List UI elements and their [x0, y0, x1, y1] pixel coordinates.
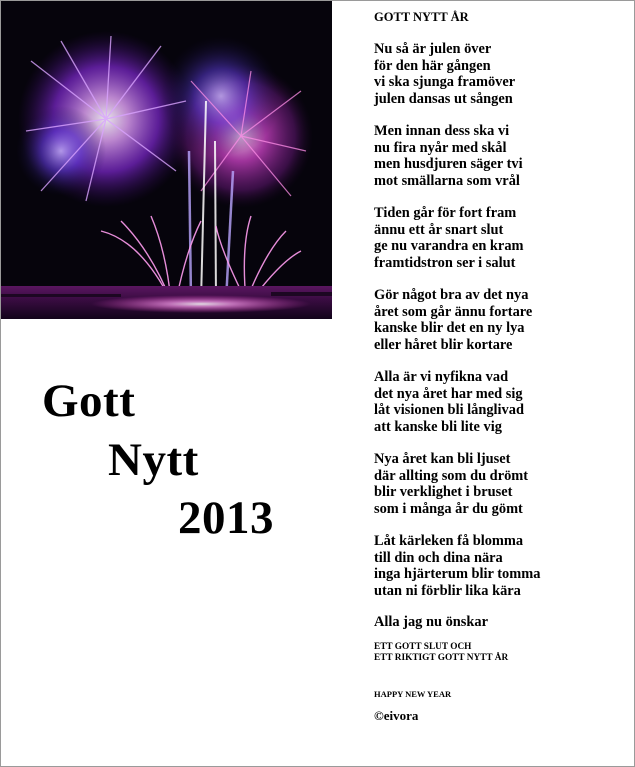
- poem-line: Men innan dess ska vi: [374, 123, 510, 139]
- poem-line: ge nu varandra en kram: [374, 238, 524, 254]
- poem-line: kanske blir det en ny lya: [374, 320, 525, 336]
- poem-line: ännu ett år snart slut: [374, 221, 504, 238]
- happy-new-year: HAPPY NEW YEAR: [374, 688, 452, 699]
- stanza-4: [374, 287, 629, 353]
- poem-line: eller håret blir kortare: [374, 336, 513, 353]
- poem-line: mot smällarna som vrål: [374, 172, 520, 189]
- fireworks-icon: [1, 1, 332, 319]
- poem-line: för den här gången: [374, 57, 491, 74]
- wish-lines: [374, 642, 629, 665]
- poem-line: Gör något bra av det nya: [374, 287, 529, 303]
- wish-line-2: ETT RIKTIGT GOTT NYTT ÅR: [374, 653, 509, 663]
- stanza-2: [374, 123, 629, 189]
- poem-line: Låt kärleken få blomma: [374, 533, 524, 549]
- greeting-line-2: Nytt: [108, 434, 199, 486]
- signature: ©eivora: [374, 707, 419, 723]
- poem-line: inga hjärterum blir tomma: [374, 566, 541, 582]
- stanza-6: [374, 451, 629, 517]
- poem-line: låt visionen bli långlivad: [374, 402, 524, 418]
- poem-line: men husdjuren säger tvi: [374, 156, 523, 172]
- poem-line: Nya året kan bli ljuset: [374, 451, 511, 467]
- poem-line: till din och dina nära: [374, 549, 503, 566]
- poem-line: där allting som du drömt: [374, 467, 529, 484]
- poem-line: nu fira nyår med skål: [374, 139, 507, 156]
- poem-line: Nu så är julen över: [374, 41, 492, 57]
- greeting-line-1: Gott: [42, 375, 136, 427]
- stanza-3: [374, 205, 629, 271]
- poem-line: blir verklighet i bruset: [374, 484, 513, 500]
- poem-line: framtidstron ser i salut: [374, 254, 516, 271]
- poem-line: året som går ännu fortare: [374, 303, 533, 320]
- poem-line: att kanske bli lite vig: [374, 418, 502, 435]
- poem-line: Tiden går för fort fram: [374, 205, 517, 221]
- greeting-year: 2013: [178, 492, 274, 544]
- poem-title: GOTT NYTT ÅR: [374, 10, 469, 24]
- closing: [374, 614, 629, 724]
- stanza-7: [374, 533, 629, 599]
- poem-line: vi ska sjunga framöver: [374, 74, 516, 90]
- poem-line: som i många år du gömt: [374, 500, 523, 517]
- fireworks-photo: [1, 1, 332, 319]
- stanza-1: [374, 41, 629, 107]
- stanza-5: [374, 369, 629, 435]
- poem-line: Alla är vi nyfikna vad: [374, 369, 509, 385]
- poem-line: utan ni förblir lika kära: [374, 582, 521, 599]
- closing-line: Alla jag nu önskar: [374, 614, 488, 630]
- poem-line: det nya året har med sig: [374, 385, 523, 402]
- poem-line: julen dansas ut sången: [374, 90, 513, 107]
- poem: [374, 9, 629, 724]
- wish-line-1: ETT GOTT SLUT OCH: [374, 641, 472, 652]
